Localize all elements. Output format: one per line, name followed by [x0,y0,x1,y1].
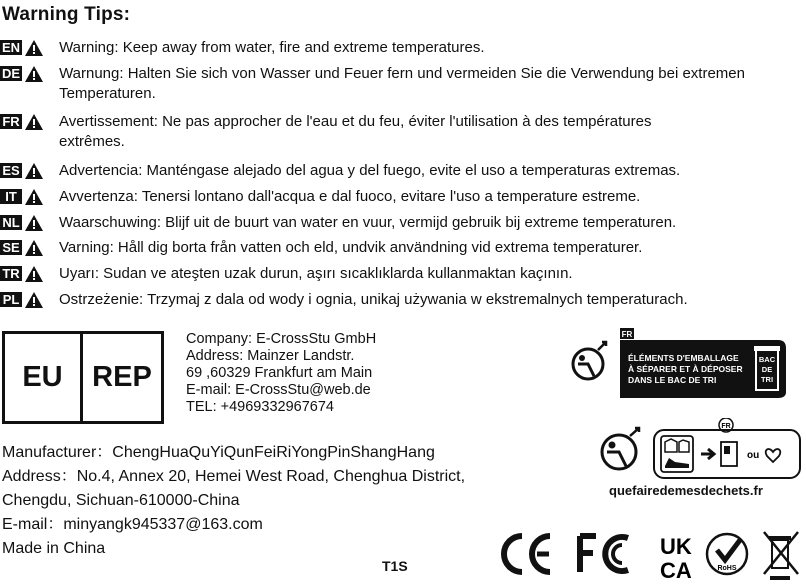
bin-line-2: DE [761,365,773,374]
model-number: T1S [382,558,408,574]
warning-triangle-icon [25,114,43,130]
warning-row-se [0,240,804,258]
ukca-top: UK [660,534,692,559]
container-icon [721,442,737,466]
warning-triangle-icon [25,66,43,82]
warning-triangle-icon [25,215,43,231]
warning-row-tr [0,266,804,284]
bin-line-1: BAC [758,355,776,364]
triman-line-1: ÉLÉMENTS D'EMBALLAGE [628,353,739,363]
or-label: ou [747,450,760,461]
warning-row-en [0,40,804,58]
triman-packaging-label [568,328,800,400]
fcc-mark-icon [580,536,628,572]
page-title: Warning Tips: [2,4,131,25]
lang-badge: TR [0,266,22,281]
crossed-bin-icon [764,532,798,580]
warning-triangle-icon [25,292,43,308]
lang-badge: ES [0,163,22,178]
triman-line-2: À SÉPARER ET À DÉPOSER [628,364,743,374]
triman-line-3: DANS LE BAC DE TRI [628,375,717,385]
warning-text: Uyarı: Sudan ve ateşten uzak durun, aşırı sıcaklıklarda kullanmaktan kaçının. [59,265,573,282]
rohs-mark-icon [707,534,747,574]
lang-badge: SE [0,240,22,255]
rep-company: Company: E-CrossStu GmbH [186,331,377,347]
eu-rep-mark [2,331,164,424]
bin-line-3: TRI [760,375,774,384]
rohs-label: RoHS [717,565,737,572]
warning-text: Warnung: Halten Sie sich von Wasser und Feuer fern und vermeiden Sie die Verwendung bei extremen Temperaturen. [59,65,745,102]
arrow-icon [701,449,714,459]
warning-triangle-icon [25,266,43,282]
triman-sorting-label [597,418,803,480]
warning-row-de [0,66,804,104]
lang-badge: IT [0,189,22,204]
warning-text: Advertencia: Manténgase alejado del agua y del fuego, evite el uso a temperaturas extremas. [59,162,681,179]
warning-triangle-icon [25,40,43,56]
warning-triangle-icon [25,163,43,179]
warning-text: Avvertenza: Tenersi lontano dall'acqua e dal fuoco, evitare l'uso a temperature estreme. [59,188,641,205]
warning-text: Ostrzeżenie: Trzymaj z dala od wody i ognia, unikaj używania w ekstremalnych temperaturach. [59,291,688,308]
made-in: Made in China [2,540,106,557]
lang-badge: DE [2,66,21,81]
manufacturer-info [2,441,465,561]
manufacturer-email: E-mail：minyangk945337@163.com [2,516,263,533]
fr-badge-2: FR [721,423,731,430]
manufacturer-address-1: Address：No.4, Annex 20, Hemei West Road, Chenghua District, [2,468,466,485]
warning-text: Avertissement: Ne pas approcher de l'eau et du feu, éviter l'utilisation à des températures extrêmes. [59,113,652,150]
triman-icon [573,342,606,379]
triman-website: quefairedemesdechets.fr [609,483,763,498]
warning-triangle-icon [25,189,43,205]
heart-icon [766,449,781,462]
warning-row-it [0,189,804,207]
warning-text: Varning: Håll dig borta från vatten och eld, undvik användning vid extrema temperaturer. [59,239,643,256]
warning-text: Warning: Keep away from water, fire and extreme temperatures. [59,39,485,56]
lang-badge: FR [0,114,22,129]
warning-row-nl [0,215,804,233]
rep-address-2: 69 ,60329 Frankfurt am Main [186,365,373,381]
eu-rep-left: EU [5,334,83,421]
lang-badge: NL [0,215,22,230]
triman-icon-2 [602,428,639,469]
manufacturer-address-2: Chengdu, Sichuan-610000-China [2,492,240,509]
warning-row-pl [0,292,804,310]
warning-row-es [0,163,804,181]
warning-triangle-icon [25,240,43,256]
ce-mark-icon [504,536,550,572]
ukca-mark-icon [660,534,692,582]
eu-rep-right: REP [92,361,152,393]
warning-text: Waarschuwing: Blijf uit de buurt van water en vuur, vermijd gebruik bij extreme temperaturen. [59,214,677,231]
rep-address-1: Address: Mainzer Landstr. [186,348,355,364]
manufacturer-name: Manufacturer：ChengHuaQuYiQunFeiRiYongPinShangHang [2,444,435,461]
rep-tel: TEL: +4969332967674 [186,399,334,415]
clothing-shoes-icon [661,436,693,472]
lang-badge: PL [0,292,22,307]
lang-badge: EN [2,40,21,55]
ukca-bottom: CA [660,558,692,582]
warning-row-fr [0,114,719,152]
eu-rep-info [186,331,376,416]
rep-email: E-mail: E-CrossStu@web.de [186,382,371,398]
certification-marks [500,528,804,582]
fr-badge: FR [621,330,633,339]
